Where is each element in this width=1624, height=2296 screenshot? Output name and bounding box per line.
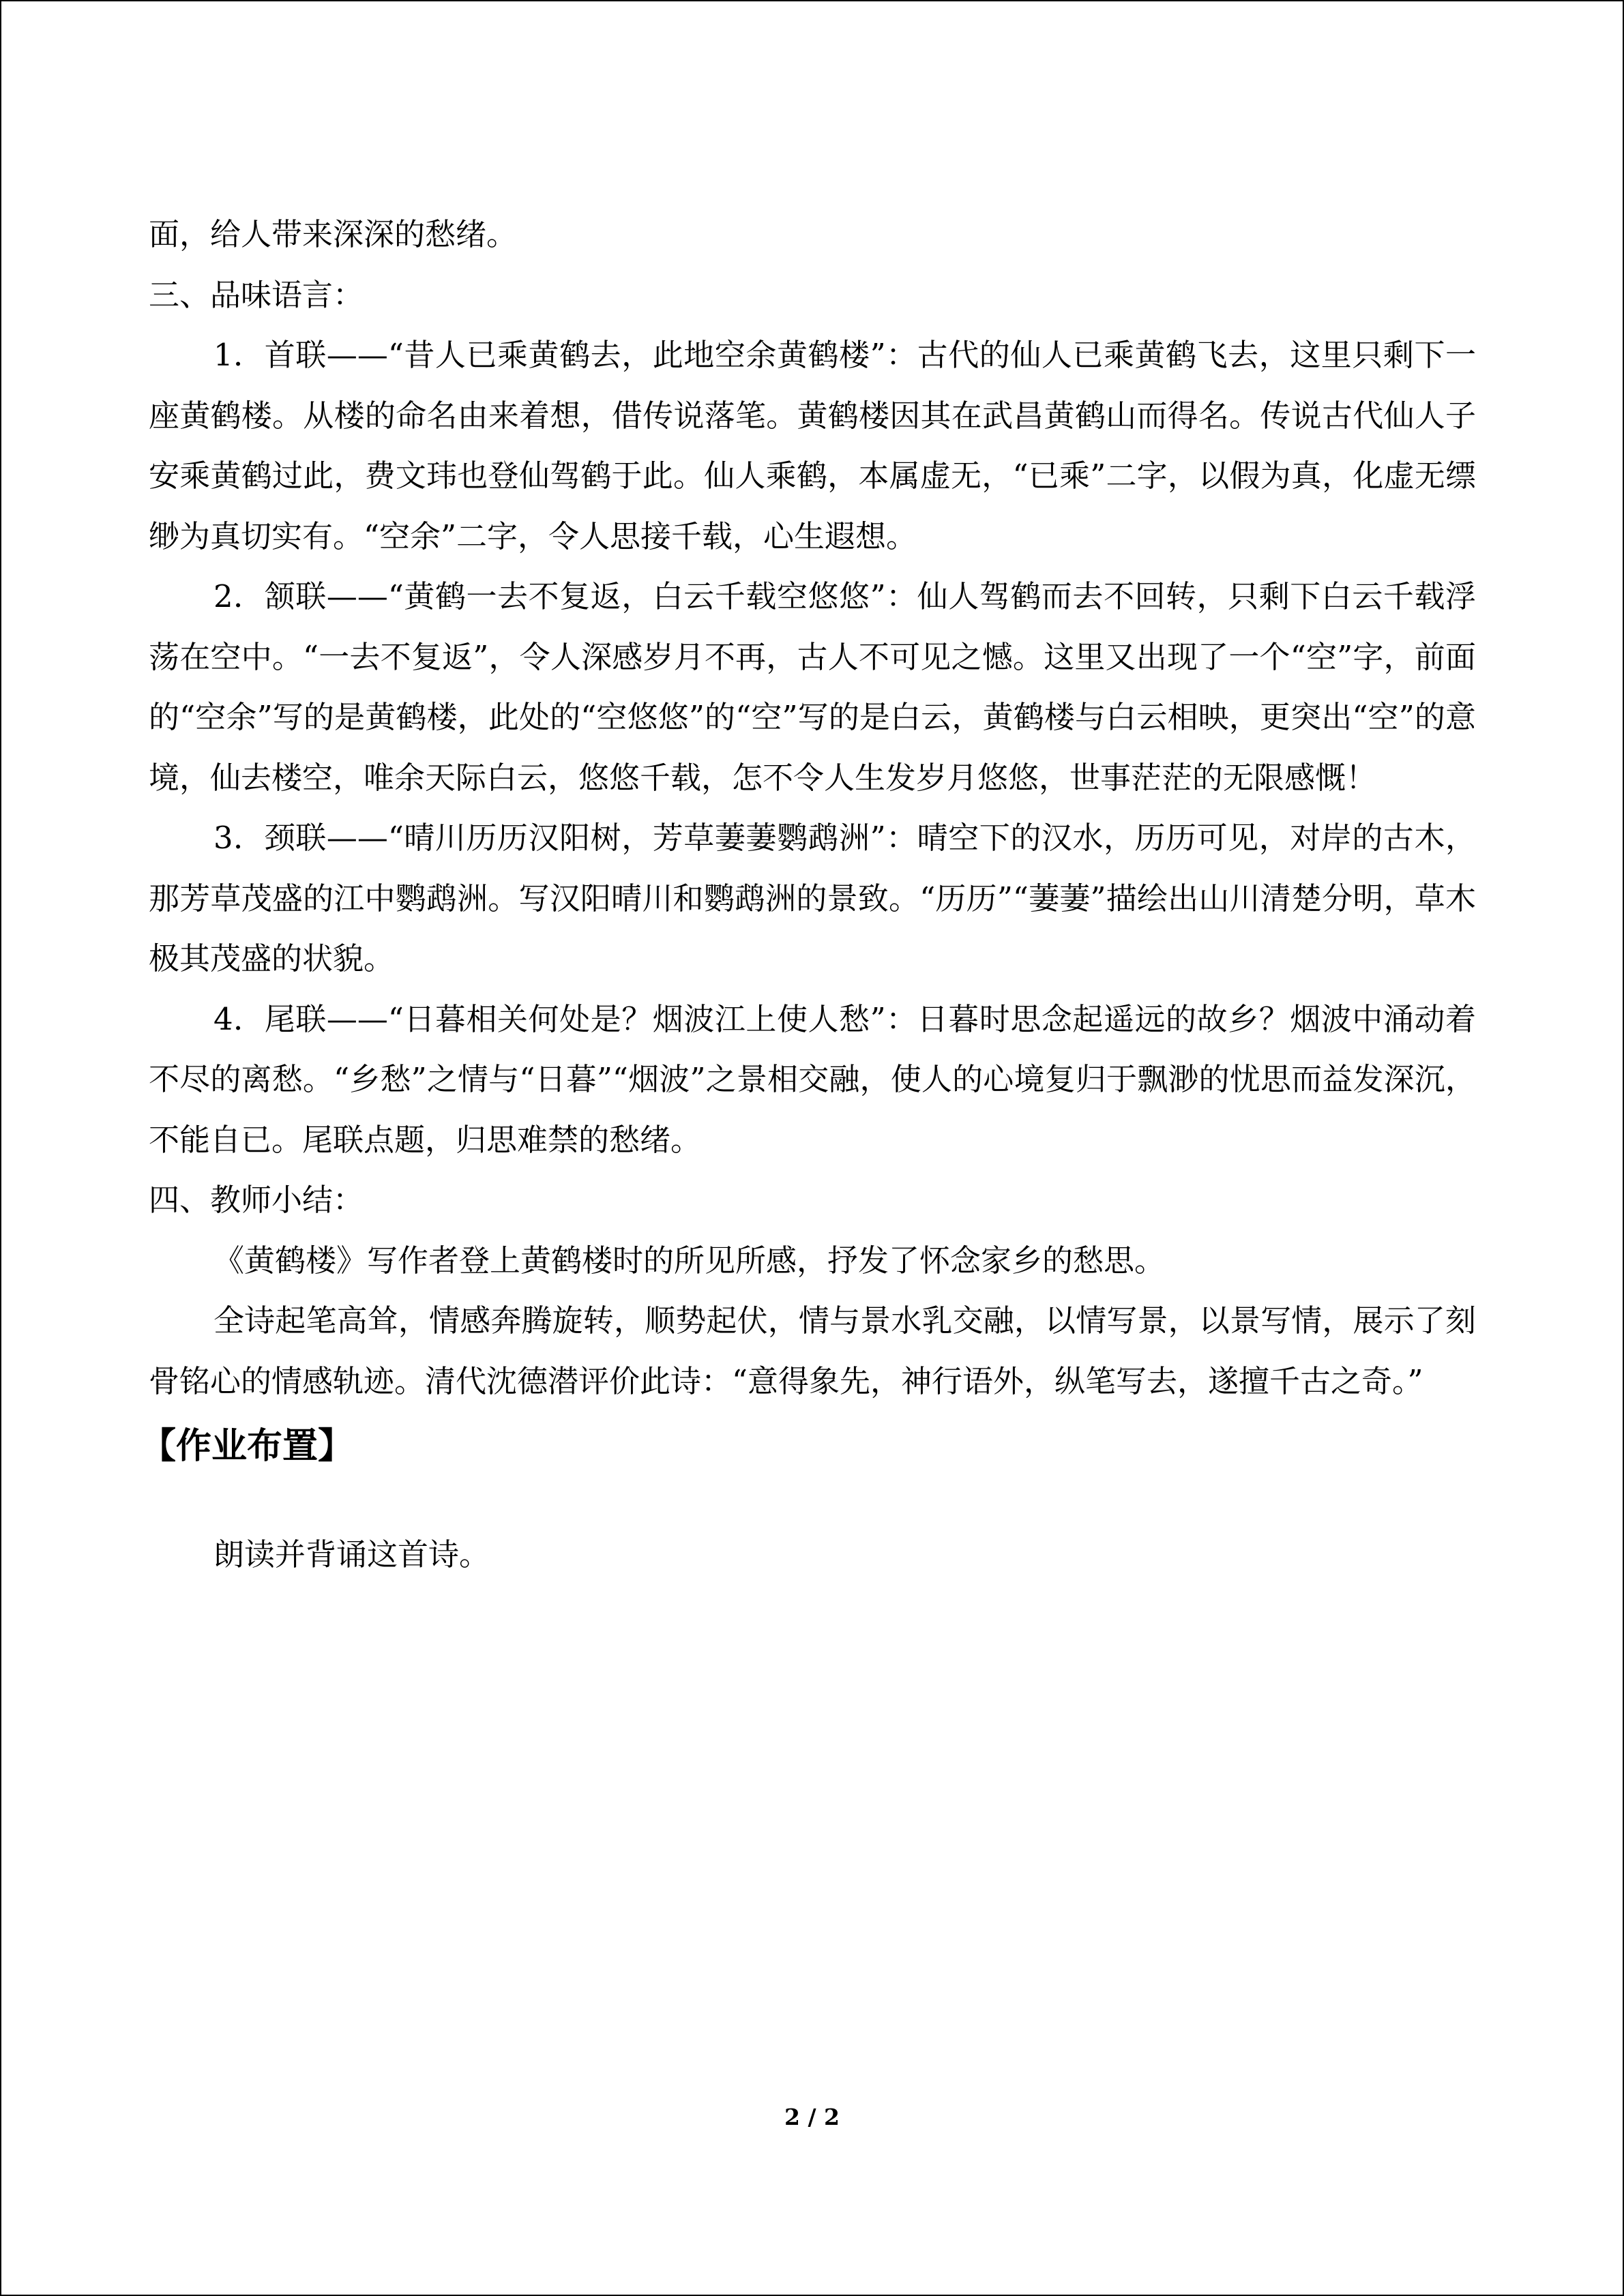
heading-teacher-summary: 四、教师小结： (149, 1182, 364, 1218)
paragraph-summary-1: 《黄鹤楼》写作者登上黄鹤楼时的所见所感，抒发了怀念家乡的愁思。 (213, 1242, 1166, 1279)
paragraph-third-couplet: 3．颈联——“晴川历历汉阳树，芳草萋萋鹦鹉洲”：晴空下的汉水，历历可见，对岸的古木，那芳草茂盛的江中鹦鹉洲。写汉阳晴川和鹦鹉洲的景致。“历历”“萋萋”描绘出山川清楚分明，草木极其茂盛的状貌。 (149, 820, 1476, 976)
heading-language-appreciation: 三、品味语言： (149, 276, 364, 313)
document-body (141, 205, 1476, 1585)
homework-heading: 【作业布置】 (141, 1426, 354, 1467)
paragraph-first-couplet: 1．首联——“昔人已乘黄鹤去，此地空余黄鹤楼”：古代的仙人已乘黄鹤飞去，这里只剩下一座黄鹤楼。从楼的命名由来着想，借传说落笔。黄鹤楼因其在武昌黄鹤山而得名。传说古代仙人子安乘黄鹤过此，费文玮也登仙驾鹤于此。仙人乘鹤，本属虚无，“已乘”二字，以假为真，化虚无缥缈为真切实有。“空余”二字，令人思接千载，心生遐想。 (149, 337, 1476, 554)
paragraph-continuation: 面，给人带来深深的愁绪。 (149, 216, 518, 252)
paragraph-second-couplet: 2．颔联——“黄鹤一去不复返，白云千载空悠悠”：仙人驾鹤而去不回转，只剩下白云千载浮荡在空中。“一去不复返”，令人深感岁月不再，古人不可见之憾。这里又出现了一个“空”字，前面的“空余”写的是黄鹤楼，此处的“空悠悠”的“空”写的是白云，黄鹤楼与白云相映，更突出“空”的意境，仙去楼空，唯余天际白云，悠悠千载，怎不令人生发岁月悠悠，世事茫茫的无限感慨！ (149, 578, 1476, 796)
homework-body: 朗读并背诵这首诗。 (213, 1536, 490, 1572)
paragraph-summary-2: 全诗起笔高耸，情感奔腾旋转，顺势起伏，情与景水乳交融，以情写景，以景写情，展示了刻骨铭心的情感轨迹。清代沈德潜评价此诗：“意得象先，神行语外，纵笔写去，遂擅千古之奇。” (149, 1302, 1476, 1399)
page-number: 2 / 2 (784, 2104, 840, 2130)
paragraph-fourth-couplet: 4．尾联——“日暮相关何处是？烟波江上使人愁”：日暮时思念起遥远的故乡？烟波中涌动着不尽的离愁。“乡愁”之情与“日暮”“烟波”之景相交融，使人的心境复归于飘渺的忧思而益发深沉，不能自已。尾联点题，归思难禁的愁绪。 (149, 1000, 1476, 1158)
